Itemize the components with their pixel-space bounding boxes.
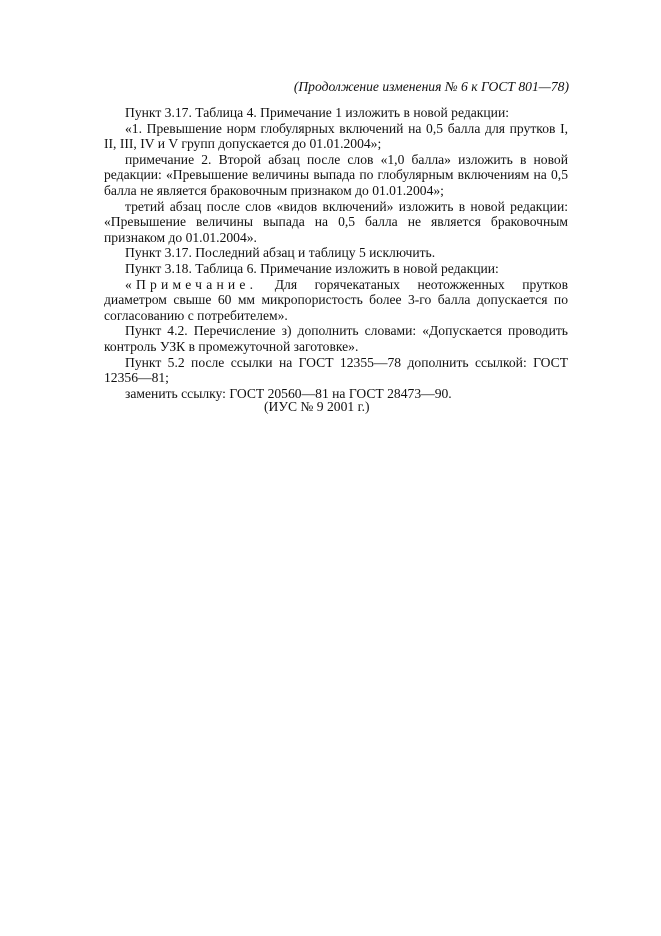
note-text: Для горячекатаных неотожженных прутков диаметром свыше 60 мм микропористость более 3-го балла допускается по согласованию с потребителем». [104, 276, 568, 323]
document-body [104, 105, 568, 401]
paragraph-4: третий абзац после слов «видов включений» изложить в новой редакции: «Превышение величины выпада на 0,5 балла не является браковочным признаком до 01.01.2004». [104, 198, 568, 245]
paragraph-2: «1. Превышение норм глобулярных включений на 0,5 балла для прутков I, II, III, IV и V групп допускается до 01.01.2004»; [104, 120, 568, 152]
paragraph-7 [104, 277, 568, 324]
source-reference: (ИУС № 9 2001 г.) [264, 399, 370, 414]
paragraph-9: Пункт 5.2 после ссылки на ГОСТ 12355—78 дополнить ссылкой: ГОСТ 12356—81; [104, 354, 568, 386]
paragraph-8: Пункт 4.2. Перечисление з) дополнить словами: «Допускается проводить контроль УЗК в промежуточной заготовке». [104, 323, 568, 354]
continuation-header: (Продолжение изменения № 6 к ГОСТ 801—78) [293, 79, 569, 94]
paragraph-3: примечание 2. Второй абзац после слов «1,0 балла» изложить в новой редакции: «Превышение величины выпада по глобулярным включениям на 0,5 балла не является браковочным признаком до 01.01.2004»; [104, 151, 568, 198]
paragraph-10: заменить ссылку: ГОСТ 20560—81 на ГОСТ 28473—90. [125, 385, 452, 401]
paragraph-5: Пункт 3.17. Последний абзац и таблицу 5 исключить. [125, 245, 436, 261]
paragraph-6: Пункт 3.18. Таблица 6. Примечание изложить в новой редакции: [125, 260, 499, 276]
note-lead: «Примечание. [125, 276, 258, 292]
paragraph-1: Пункт 3.17. Таблица 4. Примечание 1 изложить в новой редакции: [125, 105, 509, 120]
